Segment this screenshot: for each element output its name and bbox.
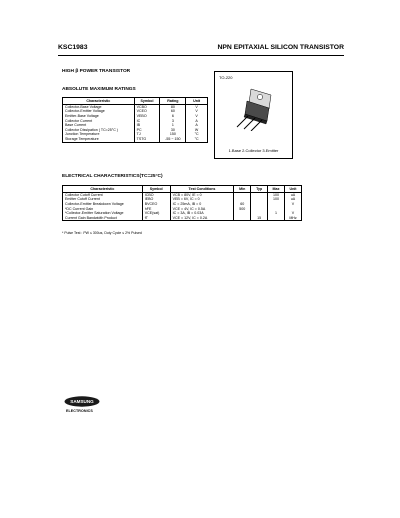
package-box <box>214 71 293 159</box>
table-cell: Current Gain Bandwidth Product <box>65 215 117 220</box>
table-cell: PC <box>134 128 160 133</box>
table-cell: A <box>186 119 208 124</box>
table-cell: 60 <box>160 109 186 114</box>
table-cell: 80 <box>160 104 186 109</box>
table-cell: MHz <box>285 216 302 221</box>
table-cell: V <box>186 109 208 114</box>
table-cell: 60 <box>234 202 251 207</box>
table-cell: V <box>186 104 208 109</box>
table-cell: Junction Temperature <box>65 132 100 137</box>
table-row <box>63 216 302 221</box>
table-cell: VCE(sat) <box>142 211 170 216</box>
to220-package-icon <box>229 87 281 131</box>
table-cell: VEBO <box>134 114 160 119</box>
table-cell: 3 <box>160 119 186 124</box>
table-cell: 1 <box>160 123 186 128</box>
table-cell: V <box>285 211 302 216</box>
table-cell: 150 <box>160 132 186 137</box>
table-cell: IEBO <box>142 197 170 202</box>
table-cell: Base Current <box>65 123 87 128</box>
table-cell: IC = 25mA, IB = 0 <box>170 202 234 207</box>
table-cell: Emitter-Base Voltage <box>65 113 99 118</box>
column-header: Symbol <box>142 186 170 193</box>
part-number: KSC1983 <box>58 44 88 51</box>
subtitle: HIGH β POWER TRANSISTOR <box>62 69 131 74</box>
table-cell: VCE = 4V, IC = 0.5A <box>170 207 234 212</box>
column-header: Test Conditions <box>170 186 234 193</box>
package-pinout: 1.Base 2.Collector 3.Emitter <box>228 148 279 153</box>
table-cell: uA <box>285 197 302 202</box>
table-cell: ICBO <box>142 192 170 197</box>
table-cell: Collector-Emitter Breakdown Voltage <box>65 201 124 206</box>
table-cell: BVCEO <box>142 202 170 207</box>
table-cell: Collector-Emitter Voltage <box>65 109 105 114</box>
table-cell: VEB = 6V, IC = 0 <box>170 197 234 202</box>
table-cell: A <box>186 123 208 128</box>
header-rule <box>58 55 344 56</box>
column-header: Unit <box>285 186 302 193</box>
table-cell: IB <box>134 123 160 128</box>
table-cell: W <box>186 128 208 133</box>
table-cell: *DC Current Gain <box>65 206 94 211</box>
table-cell: Emitter Cutoff Current <box>65 197 100 202</box>
table-cell: TJ <box>134 132 160 137</box>
package-name: TO-220 <box>219 75 233 80</box>
table-cell <box>268 216 285 221</box>
column-header: Characteristic <box>63 98 135 105</box>
column-header: Min <box>234 186 251 193</box>
table-cell: 15 <box>251 216 268 221</box>
table-cell: Collector Cutoff Current <box>65 192 103 197</box>
column-header: Typ <box>251 186 268 193</box>
column-header: Max <box>268 186 285 193</box>
table-cell: 100 <box>268 192 285 197</box>
table-cell: IC <box>134 119 160 124</box>
table-cell: VCBO <box>134 104 160 109</box>
table-cell: 1 <box>268 211 285 216</box>
table-cell: IC = 3A, IB = 0.03A <box>170 211 234 216</box>
column-header: Rating <box>160 98 186 105</box>
table-cell: V <box>285 202 302 207</box>
table-cell: VCB = 80V, IE = 0 <box>170 192 234 197</box>
table-cell: hFE <box>142 207 170 212</box>
abs-max-table <box>62 97 208 143</box>
table-cell: 100 <box>268 197 285 202</box>
column-header: Characteristic <box>63 186 143 193</box>
logo-brand-text: SAMSUNG <box>70 399 94 405</box>
elec-title: ELECTRICAL CHARACTERISTICS(TC=25°C) <box>62 174 163 179</box>
table-cell: VCE = 12V, IC = 0.2A <box>170 216 234 221</box>
document-title: NPN EPITAXIAL SILICON TRANSISTOR <box>217 44 344 51</box>
table-cell: -55 ~ 150 <box>160 137 186 142</box>
table-cell: TSTG <box>134 137 160 142</box>
table-cell: V <box>186 114 208 119</box>
table-cell: °C <box>186 132 208 137</box>
samsung-logo-icon <box>64 396 100 407</box>
table-cell: *Collector-Emitter Saturation Voltage <box>65 211 124 216</box>
table-cell: Collector Dissipation ( TC=25°C ) <box>65 127 118 132</box>
abs-max-title: ABSOLUTE MAXIMUM RATINGS <box>62 87 136 92</box>
table-cell <box>234 216 251 221</box>
table-cell: VCEO <box>134 109 160 114</box>
column-header: Symbol <box>134 98 160 105</box>
table-cell: Collector Current <box>65 118 93 123</box>
table-cell: 6 <box>160 114 186 119</box>
table-cell: 500 <box>234 207 251 212</box>
elec-char-table <box>62 185 302 221</box>
table-cell: °C <box>186 137 208 142</box>
elec-header-row <box>63 186 302 193</box>
table-cell: Storage Temperature <box>65 136 99 141</box>
table-cell: Collector-Base Voltage <box>65 104 102 109</box>
column-header: Unit <box>186 98 208 105</box>
pulse-test-footnote: * Pulse Test : PW ≤ 300us, Duty Cycle ≤ 2% Pulsed <box>62 231 142 235</box>
table-cell: uA <box>285 192 302 197</box>
table-cell: 30 <box>160 128 186 133</box>
logo-subtitle: ELECTRONICS <box>66 409 93 413</box>
table-cell: fT <box>142 216 170 221</box>
abs-max-header-row <box>63 98 208 105</box>
table-row <box>63 137 208 142</box>
